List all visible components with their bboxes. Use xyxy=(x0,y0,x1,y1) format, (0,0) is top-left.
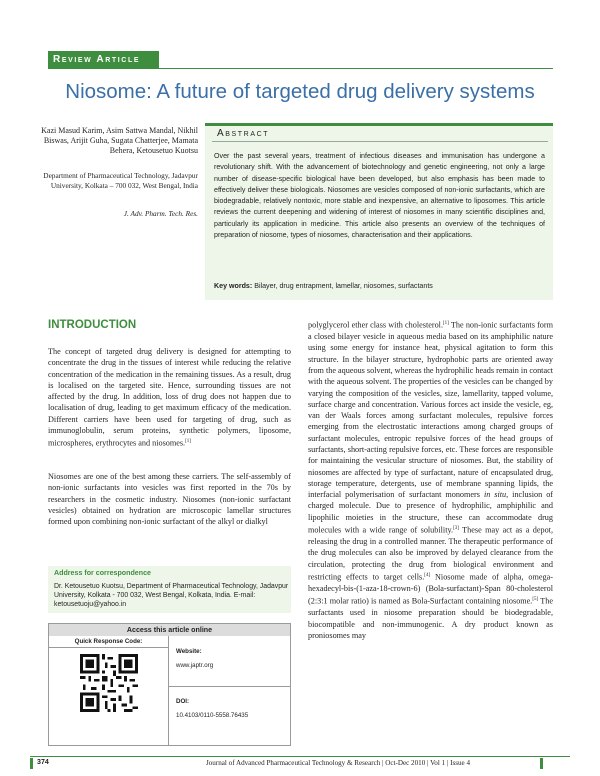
intro-paragraph-3 xyxy=(308,318,553,641)
citation[interactable]: [1] xyxy=(185,439,191,445)
abstract-rule xyxy=(212,141,548,142)
intro-paragraph-1 xyxy=(48,346,291,449)
doi-label: DOI: xyxy=(176,698,190,705)
citation[interactable]: [1] xyxy=(443,321,449,326)
keywords-list: Bilayer, drug entrapment, lamellar, niosomes, surfactants xyxy=(252,282,433,290)
italic-term: in situ xyxy=(483,490,507,500)
abstract-heading: Abstract xyxy=(217,128,270,139)
abstract-text: Over the past several years, treatment of infectious diseases and immunisation has undergone a revolutionary shift. With the advancement of biotechnology and genetic engineering, not only a large number of disease-specific biological have been developed, but also emphasis has been made to effectively deliver these biologicals. Niosomes are vesicles composed of non-ionic surfactants, which are biodegradable, relatively nontoxic, more stable and inexpensive, an alternative to liposomes. This article reviews the current deepening and widening of interest of niosomes in many scientific disciplines and, particularly its application in medicine. This article also presents an overview of the techniques of preparation of niosome, types of niosomes, characterisation and their applications. xyxy=(214,152,545,240)
footer-journal-info: Journal of Advanced Pharmaceutical Technology & Research | Oct-Dec 2010 | Vol 1 | Issue 4 xyxy=(206,759,470,767)
keywords-label: Key words: xyxy=(214,282,253,290)
qr-code-icon[interactable] xyxy=(80,654,138,712)
access-heading: Access this article online xyxy=(49,624,290,636)
website-divider xyxy=(169,686,290,687)
header-rule xyxy=(48,68,553,69)
access-divider xyxy=(168,636,169,745)
footer-rule xyxy=(30,756,570,757)
doi-link[interactable]: 10.4103/0110-5558.76435 xyxy=(176,712,249,719)
text-segment: These may act as a depot, releasing the drug in a controlled manner. The therapeutic performance of the drug molecules can also be improved by delayed clearance from the circulation, protecting the drug from biological environment and restricting effects to target cells. xyxy=(308,525,553,582)
correspondence-heading: Address for correspondence xyxy=(54,569,151,577)
text-segment: Niosome made of alpha, omega-hexadecyl-bis-(1-aza-18-crown-6) (Bola-surfactant)-Span 80-cholesterol (2:3:1 molar ratio) is named as Bola-Surfactant containing niosome. xyxy=(308,572,553,607)
article-title: Niosome: A future of targeted drug delivery systems xyxy=(65,80,535,103)
citation[interactable]: [3] xyxy=(453,526,459,532)
author-list: Kazi Masud Karim, Asim Sattwa Mandal, Nikhil Biswas, Arijit Guha, Sugata Chatterjee, Mamata Behera, Ketousetuo Kuotsu xyxy=(41,126,198,155)
text-segment: The surfactants used in niosome preparation should be biodegradable, biocompatible and non-immunogenic. A dry product known as proniosomes may xyxy=(308,597,553,640)
footer-accent-left xyxy=(30,758,33,769)
text-segment: The non-ionic surfactants form a closed bilayer vesicle in aqueous media based on its amphiphilic nature using some energy for instance heat, physical agitation to form this structure. In the bilayer structure, hydrophobic parts are oriented away from the aqueous solvent, whereas the hydrophilic heads remain in contact with the aqueous solvent. The properties of the vesicles can be changed by varying the composition of the vesicles, size, lamellarity, tapped volume, surface charge and concentration. Various forces act inside the vesicle, eg, van der Waals forces among surfactant molecules, repulsive forces emerging from the electrostatic interactions among charged groups of surfactant molecules, entropic repulsive forces of the head groups of surfactants, short-acting repulsive forces, etc. These forces are responsible for maintaining the vesicular structure of niosomes. But, the stability of niosomes are affected by type of surfactant, nature of encapsulated drug, storage temperature, detergents, use of membrane spanning lipids, the interfacial polymerisation of surfactant monomers xyxy=(308,320,553,500)
qr-label: Quick Response Code: xyxy=(49,636,168,648)
citation[interactable]: [5] xyxy=(532,597,539,603)
journal-reference: J. Adv. Pharm. Tech. Res. xyxy=(123,209,198,218)
text-segment: polyglycerol ether class with cholesterol. xyxy=(308,320,443,330)
section-tag: Review Article xyxy=(48,51,159,68)
correspondence-text: Dr. Ketousetuo Kuotsu, Department of Pharmaceutical Technology, Jadavpur University, Kolkata - 700 032, West Bengal, Kolkata, India. E-mail: ketousetuoju@yahoo.in xyxy=(54,583,289,609)
website-link[interactable]: www.japtr.org xyxy=(176,662,214,669)
introduction-heading: INTRODUCTION xyxy=(48,319,137,331)
footer-accent-right xyxy=(540,758,543,769)
text-segment: , inclusion of charged molecule. Due to presence of hydrophilic, amphiphilic and lipophilic moieties in the structure, these can accommodate drug molecules with a wide range of solubility. xyxy=(308,490,554,535)
intro-paragraph-1-text: The concept of targeted drug delivery is designed for attempting to concentrate the drug in the tissues of interest while reducing the relative concentration of the medication in the remaining tissues. As a result, drug is localised on the targeted site. Hence, surrounding tissues are not affected by the drug. In addition, loss of drug does not happen due to localisation of drug, leading to get maximum efficacy of the medication. Different carriers have been used for targeting of drug, such as immunoglobulin, serum proteins, synthetic polymers, liposome, microspheres, erythrocytes and niosomes. xyxy=(48,347,291,449)
citation[interactable]: [4] xyxy=(424,573,431,578)
website-label: Website: xyxy=(176,648,202,655)
intro-paragraph-2: Niosomes are one of the best among these carriers. The self-assembly of non-ionic surfactants into vesicles was first reported in the 70s by researchers in the cosmetic industry. Niosomes (non-ionic surfactant vesicles) obtained on hydration are microscopic lamellar structures formed upon combining non-ionic surfactant of the alkyl or dialkyl xyxy=(48,472,291,527)
keywords xyxy=(214,282,550,290)
page-number: 374 xyxy=(37,758,49,766)
affiliation: Department of Pharmaceutical Technology, Jadavpur University, Kolkata – 700 032, West Bengal, India xyxy=(43,171,198,190)
